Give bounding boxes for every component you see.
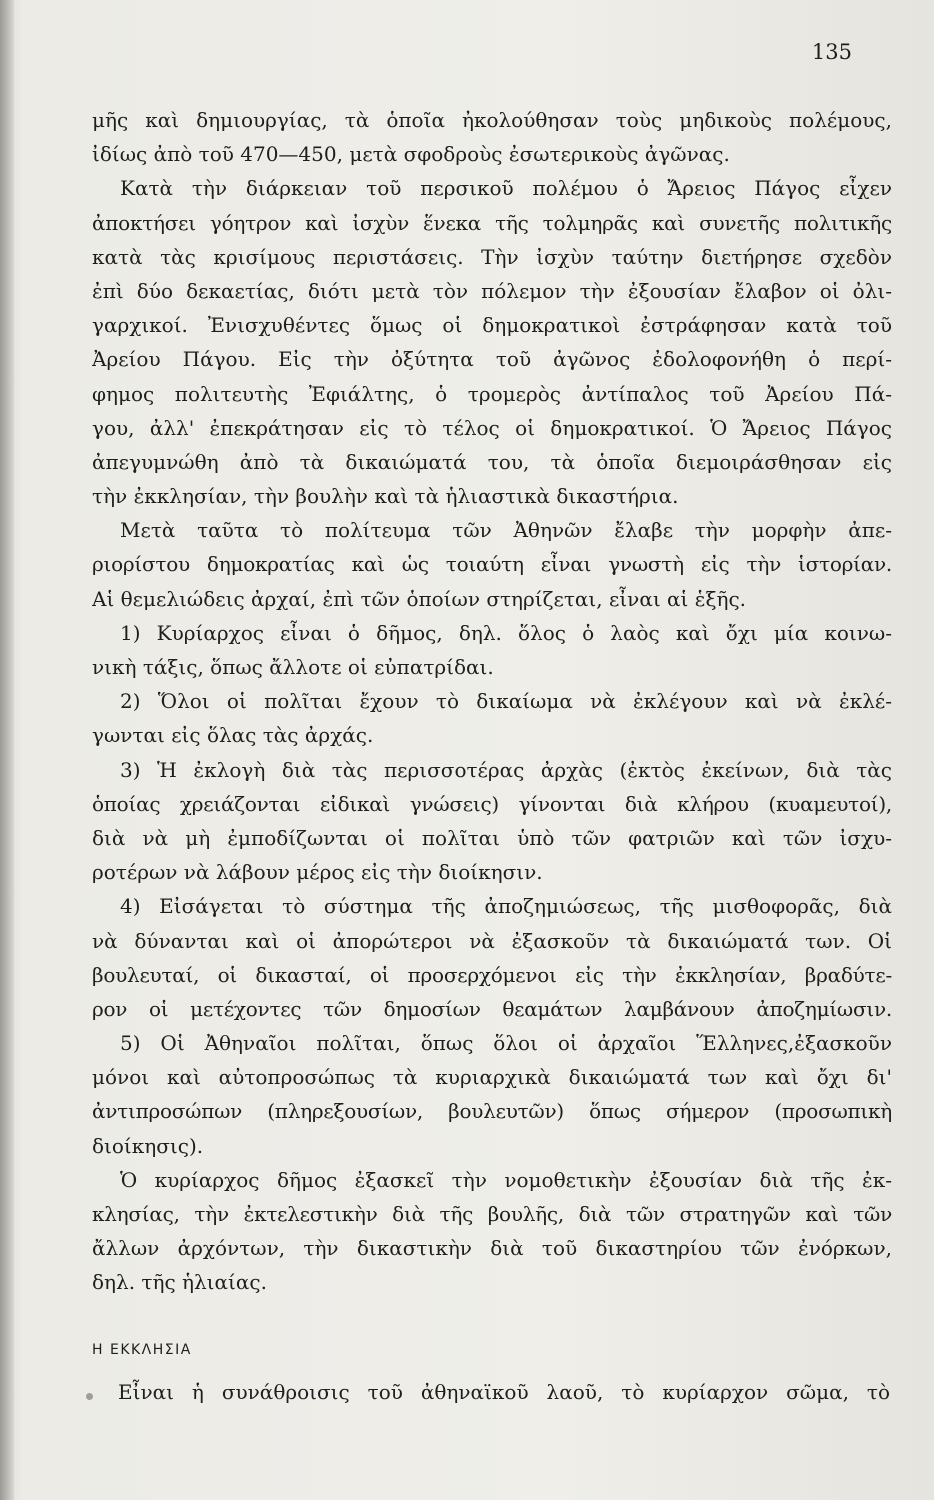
text-line: 3) Ἡ ἐκλογὴ διὰ τὰς περισσοτέρας ἀρχὰς (ἐκτὸς ἐκείνων, διὰ τὰς (120, 757, 892, 782)
text-line: ἀποκτήσει γόητρον καὶ ἰσχὺν ἕνεκα τῆς τολμηρᾶς καὶ συνετῆς πολιτικῆς (92, 210, 892, 235)
text-line: γου, ἀλλ' ἐπεκράτησαν εἰς τὸ τέλος οἱ δημοκρατικοί. Ὁ Ἄρειος Πάγος (92, 415, 892, 440)
text-line: βουλευταί, οἱ δικασταί, οἱ προσερχόμενοι εἰς τὴν ἐκκλησίαν, βραδύτε- (92, 962, 892, 987)
text-line: 5) Οἱ Ἀθηναῖοι πολῖται, ὅπως ὅλοι οἱ ἀρχαῖοι Ἕλληνες,ἐξασκοῦν (120, 1031, 892, 1056)
text-line: ἰδίως ἀπὸ τοῦ 470—450, μετὰ σφοδροὺς ἐσωτερικοὺς ἀγῶνας. (92, 142, 730, 167)
text-line: ἄλλων ἀρχόντων, τὴν δικαστικὴν διὰ τοῦ δικαστηρίου τῶν ἐνόρκων, (92, 1236, 892, 1261)
text-line: Ὁ κυρίαρχος δῆμος ἐξασκεῖ τὴν νομοθετικὴν ἐξουσίαν διὰ τῆς ἐκ- (120, 1167, 892, 1192)
text-line: Κατὰ τὴν διάρκειαν τοῦ περσικοῦ πολέμου ὁ Ἄρειος Πάγος εἶχεν (120, 176, 892, 201)
text-line: μόνοι καὶ αὐτοπροσώπως τὰ κυριαρχικὰ δικαιώματά των καὶ ὄχι δι' (92, 1065, 892, 1090)
text-line: ρον οἱ μετέχοντες τῶν δημοσίων θεαμάτων λαμβάνουν ἀποζημίωσιν. (92, 996, 892, 1021)
text-line: δηλ. τῆς ἡλιαίας. (92, 1270, 267, 1295)
page-spine-shadow (0, 0, 14, 1500)
section-heading: Η ΕΚΚΛΗΣΙΑ (92, 1342, 192, 1358)
text-line: Ἀρείου Πάγου. Εἰς τὴν ὀξύτητα τοῦ ἀγῶνος ἐδολοφονήθη ὁ περί- (92, 347, 892, 372)
text-line: διὰ νὰ μὴ ἐμποδίζωνται οἱ πολῖται ὑπὸ τῶν φατριῶν καὶ τῶν ἰσχυ- (92, 825, 892, 850)
text-line: 1) Κυρίαρχος εἶναι ὁ δῆμος, δηλ. ὅλος ὁ λαὸς καὶ ὄχι μία κοινω- (120, 620, 892, 645)
text-line: ἀντιπροσώπων (πληρεξουσίων, βουλευτῶν) ὅπως σήμερον (προσωπικὴ (92, 1099, 892, 1124)
text-line: μῆς καὶ δημιουργίας, τὰ ὁποῖα ἠκολούθησαν τοὺς μηδικοὺς πολέμους, (92, 108, 892, 132)
text-line: ὁποίας χρειάζονται εἰδικαὶ γνώσεις) γίνονται διὰ κλήρου (κυαμευτοί), (92, 791, 892, 816)
text-line: 2) Ὅλοι οἱ πολῖται ἔχουν τὸ δικαίωμα νὰ ἐκλέγουν καὶ νὰ ἐκλέ- (120, 689, 892, 714)
text-line: Εἶναι ἡ συνάθροισις τοῦ ἀθηναϊκοῦ λαοῦ, τὸ κυρίαρχον σῶμα, τὸ (118, 1380, 890, 1404)
text-line: γωνται εἰς ὅλας τὰς ἀρχάς. (92, 723, 374, 748)
text-line: γαρχικοί. Ἐνισχυθέντες ὅμως οἱ δημοκρατικοὶ ἐστράφησαν κατὰ τοῦ (92, 313, 892, 338)
text-line: ροτέρων νὰ λάβουν μέρος εἰς τὴν διοίκησιν. (92, 860, 543, 885)
text-line: φημος πολιτευτὴς Ἐφιάλτης, ὁ τρομερὸς ἀντίπαλος τοῦ Ἀρείου Πά- (92, 381, 892, 406)
body-text (92, 103, 892, 1300)
text-line: νὰ δύνανται καὶ οἱ ἀπορώτεροι νὰ ἐξασκοῦν τὰ δικαιώματά των. Οἱ (92, 928, 892, 953)
text-line: κατὰ τὰς κρισίμους περιστάσεις. Τὴν ἰσχὺν ταύτην διετήρησε σχεδὸν (92, 244, 892, 269)
text-line: 4) Εἰσάγεται τὸ σύστημα τῆς ἀποζημιώσεως, τῆς μισθοφορᾶς, διὰ (120, 894, 892, 919)
text-line: ριορίστου δημοκρατίας καὶ ὡς τοιαύτη εἶναι γνωστὴ εἰς τὴν ἱστορίαν. (92, 552, 892, 577)
page-number: 135 (811, 40, 852, 64)
text-line: Αἱ θεμελιώδεις ἀρχαί, ἐπὶ τῶν ὁποίων στηρίζεται, εἶναι αἱ ἑξῆς. (92, 586, 747, 611)
text-line: τὴν ἐκκλησίαν, τὴν βουλὴν καὶ τὰ ἡλιαστικὰ δικαστήρια. (92, 484, 679, 509)
text-line: κλησίας, τὴν ἐκτελεστικὴν διὰ τῆς βουλῆς, διὰ τῶν στρατηγῶν καὶ τῶν (92, 1202, 892, 1226)
text-line: ἐπὶ δύο δεκαετίας, διότι μετὰ τὸν πόλεμον τὴν ἐξουσίαν ἔλαβον οἱ ὀλι- (92, 278, 892, 303)
text-line: ἀπεγυμνώθη ἀπὸ τὰ δικαιώματά του, τὰ ὁποῖα διεμοιράσθησαν εἰς (92, 449, 892, 474)
margin-dot-mark (86, 1393, 93, 1400)
text-line: νικὴ τάξις, ὅπως ἄλλοτε οἱ εὐπατρίδαι. (92, 655, 494, 679)
text-line: διοίκησις). (92, 1133, 204, 1158)
text-line: Μετὰ ταῦτα τὸ πολίτευμα τῶν Ἀθηνῶν ἔλαβε τὴν μορφὴν ἀπε- (120, 518, 892, 543)
